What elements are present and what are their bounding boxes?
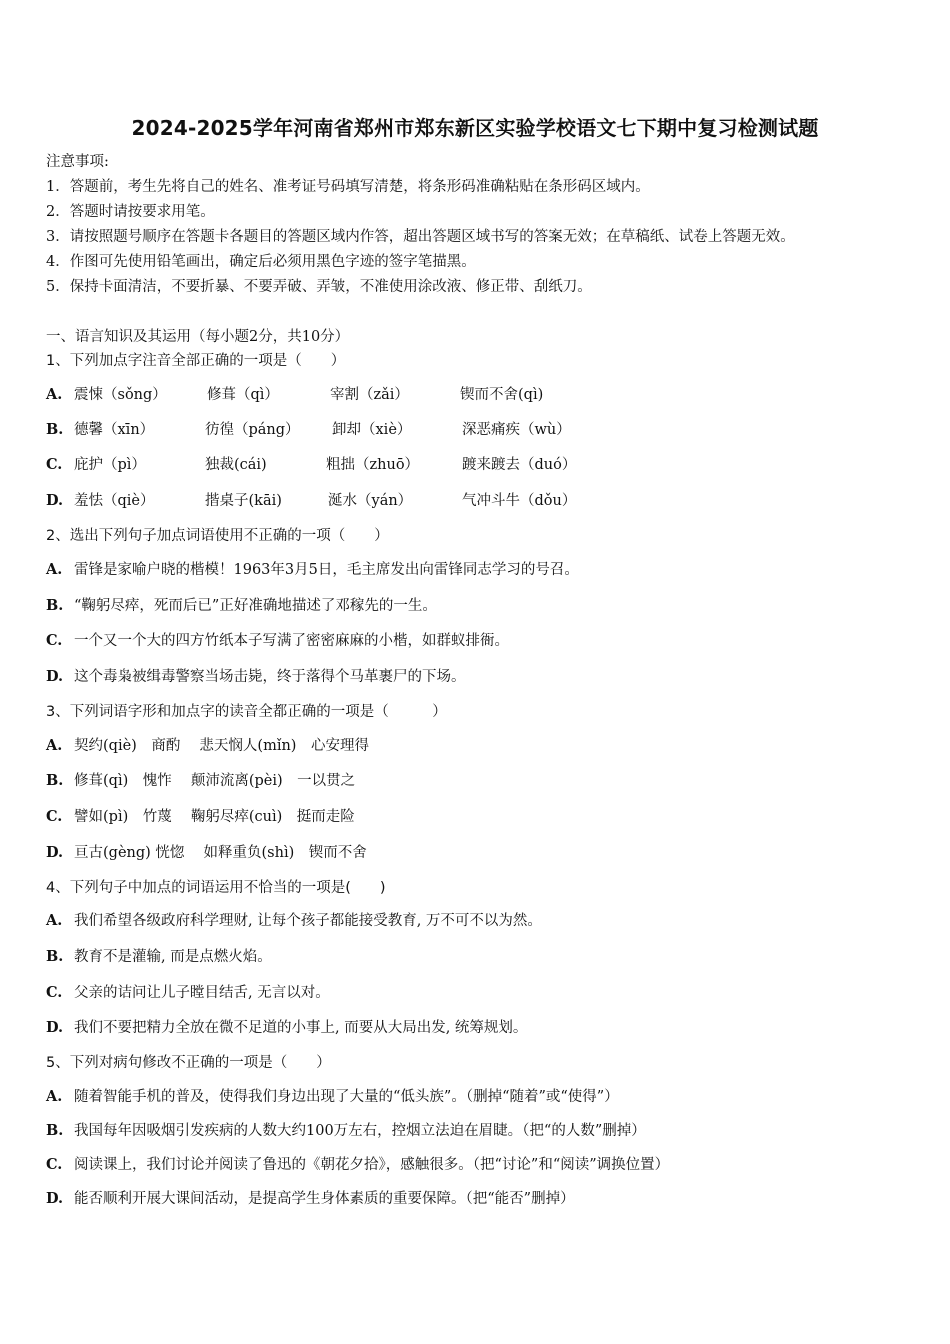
question-5-stem: 5、下列对病句修改不正确的一项是（ ）	[46, 1055, 331, 1071]
q1-d-word-3: 涎水（yán）	[328, 493, 413, 509]
notice-item-3: 3．请按照题号顺序在答题卡各题目的答题区域内作答，超出答题区域书写的答案无效；在草稿纸、试卷上答题无效。	[46, 229, 795, 245]
option-letter: D.	[46, 1190, 64, 1207]
question-4-option-c	[46, 983, 330, 1003]
question-5-option-a	[46, 1087, 619, 1107]
option-text: 随着智能手机的普及，使得我们身边出现了大量的“低头族”。（删掉“随着”或“使得”）	[74, 1089, 619, 1105]
option-text: 我国每年因吸烟引发疾病的人数大约100万左右，控烟立法迫在眉睫。（把“的人数”删掉）	[74, 1123, 646, 1139]
option-text: 我们不要把精力全放在微不足道的小事上, 而要从大局出发, 统筹规划。	[74, 1020, 528, 1036]
option-letter: B.	[46, 1122, 64, 1139]
option-letter: B.	[46, 948, 64, 965]
option-text: 阅读课上，我们讨论并阅读了鲁迅的《朝花夕拾》，感触很多。（把“讨论”和“阅读”调换位置）	[74, 1157, 670, 1173]
q1-a-word-3: 宰割（zǎi）	[330, 387, 409, 403]
question-4-option-d	[46, 1018, 527, 1038]
q1-a-word-1: 震悚（sǒng）	[74, 387, 167, 403]
question-2-option-b	[46, 596, 437, 616]
option-text: 譬如(pì) 竹蔑 鞠躬尽瘁(cuì) 挺而走险	[74, 809, 355, 825]
option-text: 教育不是灌输, 而是点燃火焰。	[74, 949, 272, 965]
option-letter: C.	[46, 984, 63, 1001]
option-letter: B.	[46, 597, 64, 614]
question-5-option-c	[46, 1155, 669, 1175]
option-text: 我们希望各级政府科学理财, 让每个孩子都能接受教育, 万不可不以为然。	[74, 913, 542, 929]
option-letter: C.	[46, 1156, 63, 1173]
question-4-option-b	[46, 947, 272, 967]
question-1-option-c	[46, 455, 74, 475]
option-letter: D.	[46, 1019, 64, 1036]
q1-d-word-2: 揩桌子(kāi)	[205, 493, 282, 509]
q1-c-word-3: 粗拙（zhuō）	[326, 457, 420, 473]
option-letter: A.	[46, 561, 63, 578]
question-1-stem: 1、下列加点字注音全部正确的一项是（ ）	[46, 353, 346, 369]
notice-item-5: 5．保持卡面清洁，不要折暴、不要弄破、弄皱，不准使用涂改液、修正带、刮纸刀。	[46, 279, 592, 295]
q1-b-word-2: 彷徨（páng）	[205, 422, 300, 438]
q1-d-word-1: 羞怯（qiè）	[74, 493, 155, 509]
option-letter: C.	[46, 456, 63, 473]
question-3-option-a	[46, 736, 369, 756]
q1-b-word-1: 德馨（xīn）	[74, 422, 155, 438]
q1-a-word-4: 锲而不舍(qì)	[460, 387, 544, 403]
option-letter: C.	[46, 632, 63, 649]
question-1-option-d	[46, 491, 74, 511]
option-letter: B.	[46, 772, 64, 789]
option-letter: A.	[46, 737, 63, 754]
option-letter: D.	[46, 844, 64, 861]
option-text: 这个毒枭被缉毒警察当场击毙，终于落得个马革裹尸的下场。	[74, 669, 466, 685]
option-text: 契约(qiè) 商酌 悲天悯人(mǐn) 心安理得	[74, 738, 369, 754]
notice-item-4: 4．作图可先使用铅笔画出，确定后必须用黑色字迹的签字笔描黑。	[46, 254, 476, 270]
question-3-option-c	[46, 807, 355, 827]
question-3-option-b	[46, 771, 355, 791]
option-letter: A.	[46, 1088, 63, 1105]
notice-item-2: 2．答题时请按要求用笔。	[46, 204, 215, 220]
q1-d-word-4: 气冲斗牛（dǒu）	[462, 493, 577, 509]
option-text: 雷锋是家喻户晓的楷模！1963年3月5日，毛主席发出向雷锋同志学习的号召。	[74, 562, 579, 578]
q1-b-word-3: 卸却（xiè）	[332, 422, 412, 438]
option-text: “鞠躬尽瘁，死而后已”正好准确地描述了邓稼先的一生。	[74, 598, 437, 614]
option-letter: D.	[46, 492, 64, 509]
question-2-option-d	[46, 667, 466, 687]
option-text: 父亲的诘问让儿子瞠目结舌, 无言以对。	[74, 985, 330, 1001]
question-5-option-d	[46, 1189, 575, 1209]
option-letter: A.	[46, 386, 63, 403]
question-4-option-a	[46, 911, 542, 931]
q1-c-word-4: 踱来踱去（duó）	[462, 457, 577, 473]
q1-c-word-2: 独裁(cái)	[205, 457, 267, 473]
question-5-option-b	[46, 1121, 646, 1141]
q1-c-word-1: 庇护（pì）	[74, 457, 146, 473]
question-3-stem: 3、下列词语字形和加点字的读音全都正确的一项是（ ）	[46, 704, 447, 720]
question-3-option-d	[46, 843, 367, 863]
question-2-option-c	[46, 631, 509, 651]
notice-item-1: 1．答题前，考生先将自己的姓名、准考证号码填写清楚，将条形码准确粘贴在条形码区域内。	[46, 179, 650, 195]
q1-b-word-4: 深恶痛疾（wù）	[462, 422, 571, 438]
exam-title: 2024-2025学年河南省郑州市郑东新区实验学校语文七下期中复习检测试题	[131, 116, 819, 140]
option-letter: B.	[46, 421, 64, 438]
option-letter: C.	[46, 808, 63, 825]
question-2-stem: 2、选出下列句子加点词语使用不正确的一项（ ）	[46, 528, 389, 544]
option-text: 能否顺利开展大课间活动，是提高学生身体素质的重要保障。（把“能否”删掉）	[74, 1191, 575, 1207]
option-letter: A.	[46, 912, 63, 929]
notice-heading: 注意事项:	[46, 154, 109, 170]
question-1-option-a	[46, 385, 74, 405]
option-text: 亘古(gèng) 恍惚 如释重负(shì) 锲而不舍	[74, 845, 367, 861]
question-2-option-a	[46, 560, 579, 580]
option-letter: D.	[46, 668, 64, 685]
option-text: 一个又一个大的四方竹纸本子写满了密密麻麻的小楷，如群蚁排衙。	[74, 633, 509, 649]
question-4-stem: 4、下列句子中加点的词语运用不恰当的一项是( )	[46, 880, 386, 896]
option-text: 修葺(qì) 愧怍 颠沛流离(pèi) 一以贯之	[74, 773, 356, 789]
q1-a-word-2: 修葺（qì）	[207, 387, 279, 403]
question-1-option-b	[46, 420, 74, 440]
section-heading: 一、语言知识及其运用（每小题2分，共10分）	[46, 329, 350, 345]
